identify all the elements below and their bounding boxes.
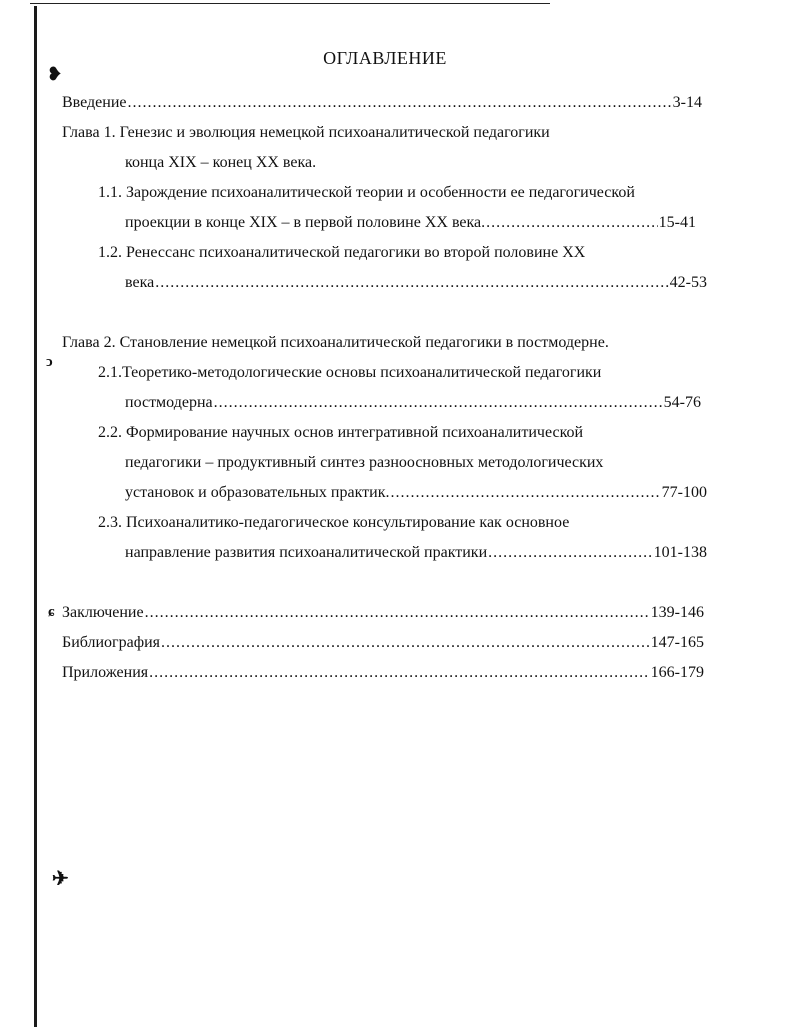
toc-label: проекции в конце XIX – в первой половине XX века. <box>125 214 486 231</box>
toc-leader <box>128 93 672 113</box>
toc-entry-section-2-2 <box>125 483 707 503</box>
toc-page-range: 77-100 <box>661 484 707 501</box>
toc-label: направление развития психоаналитической практики <box>125 544 488 561</box>
scan-mark-icon: ❥ <box>47 64 63 84</box>
scan-mark-icon: ✈ <box>52 868 69 890</box>
section-2-1-title: 2.1.Теоретико-методологические основы психоаналитической педагогики <box>98 364 602 381</box>
toc-leader <box>155 273 668 293</box>
toc-page-range: 101-138 <box>653 544 707 561</box>
toc-page-range: 139-146 <box>650 604 704 621</box>
toc-entry-intro <box>62 93 702 113</box>
toc-leader <box>145 603 650 623</box>
toc-entry-section-1-2 <box>125 273 707 293</box>
chapter-1-title: Глава 1. Генезис и эволюция немецкой психоаналитической педагогики <box>62 124 550 141</box>
section-1-1-title: 1.1. Зарождение психоаналитической теории и особенности ее педагогической <box>98 184 635 201</box>
toc-label: века <box>125 274 155 291</box>
toc-page-range: 166-179 <box>650 664 704 681</box>
toc-page-range: 147-165 <box>650 634 704 651</box>
toc-entry-section-1-1 <box>125 213 696 233</box>
toc-label: Приложения <box>62 664 149 681</box>
toc-entry-appendices <box>62 663 704 683</box>
page-edge-top <box>30 3 550 4</box>
toc-entry-bibliography <box>62 633 704 653</box>
toc-leader <box>214 393 663 413</box>
toc-leader <box>488 543 653 563</box>
toc-leader <box>390 483 660 503</box>
toc-label: Введение <box>62 94 127 111</box>
chapter-1-title-cont: конца XIX – конец XX века. <box>125 154 317 171</box>
toc-entry-conclusion <box>62 603 704 623</box>
page-edge-left <box>34 6 37 1027</box>
toc-page-range: 54-76 <box>663 394 701 411</box>
toc-page-range: 3-14 <box>672 94 702 111</box>
toc-label: установок и образовательных практик. <box>125 484 390 501</box>
scan-mark-icon: ɕ <box>48 604 55 620</box>
toc-leader <box>161 633 650 653</box>
toc-label: постмодерна <box>125 394 213 411</box>
section-2-2-title-cont: педагогики – продуктивный синтез разноосновных методологических <box>125 454 604 471</box>
toc-leader <box>149 663 650 683</box>
toc-label: Библиография <box>62 634 160 651</box>
toc-page-range: 42-53 <box>669 274 707 291</box>
section-2-2-title: 2.2. Формирование научных основ интегративной психоаналитической <box>98 424 584 441</box>
page-title: ОГЛАВЛЕНИЕ <box>323 48 447 68</box>
scan-mark-icon: ↄ <box>46 354 53 370</box>
toc-entry-section-2-1 <box>125 393 701 413</box>
toc-label: Заключение <box>62 604 144 621</box>
toc-page-range: 15-41 <box>658 214 696 231</box>
toc-entry-section-2-3 <box>125 543 707 563</box>
chapter-2-title: Глава 2. Становление немецкой психоаналитической педагогики в постмодерне. <box>62 334 609 351</box>
toc-leader <box>486 213 658 233</box>
section-1-2-title: 1.2. Ренессанс психоаналитической педагогики во второй половине XX <box>98 244 586 261</box>
section-2-3-title: 2.3. Психоаналитико-педагогическое консультирование как основное <box>98 514 570 531</box>
